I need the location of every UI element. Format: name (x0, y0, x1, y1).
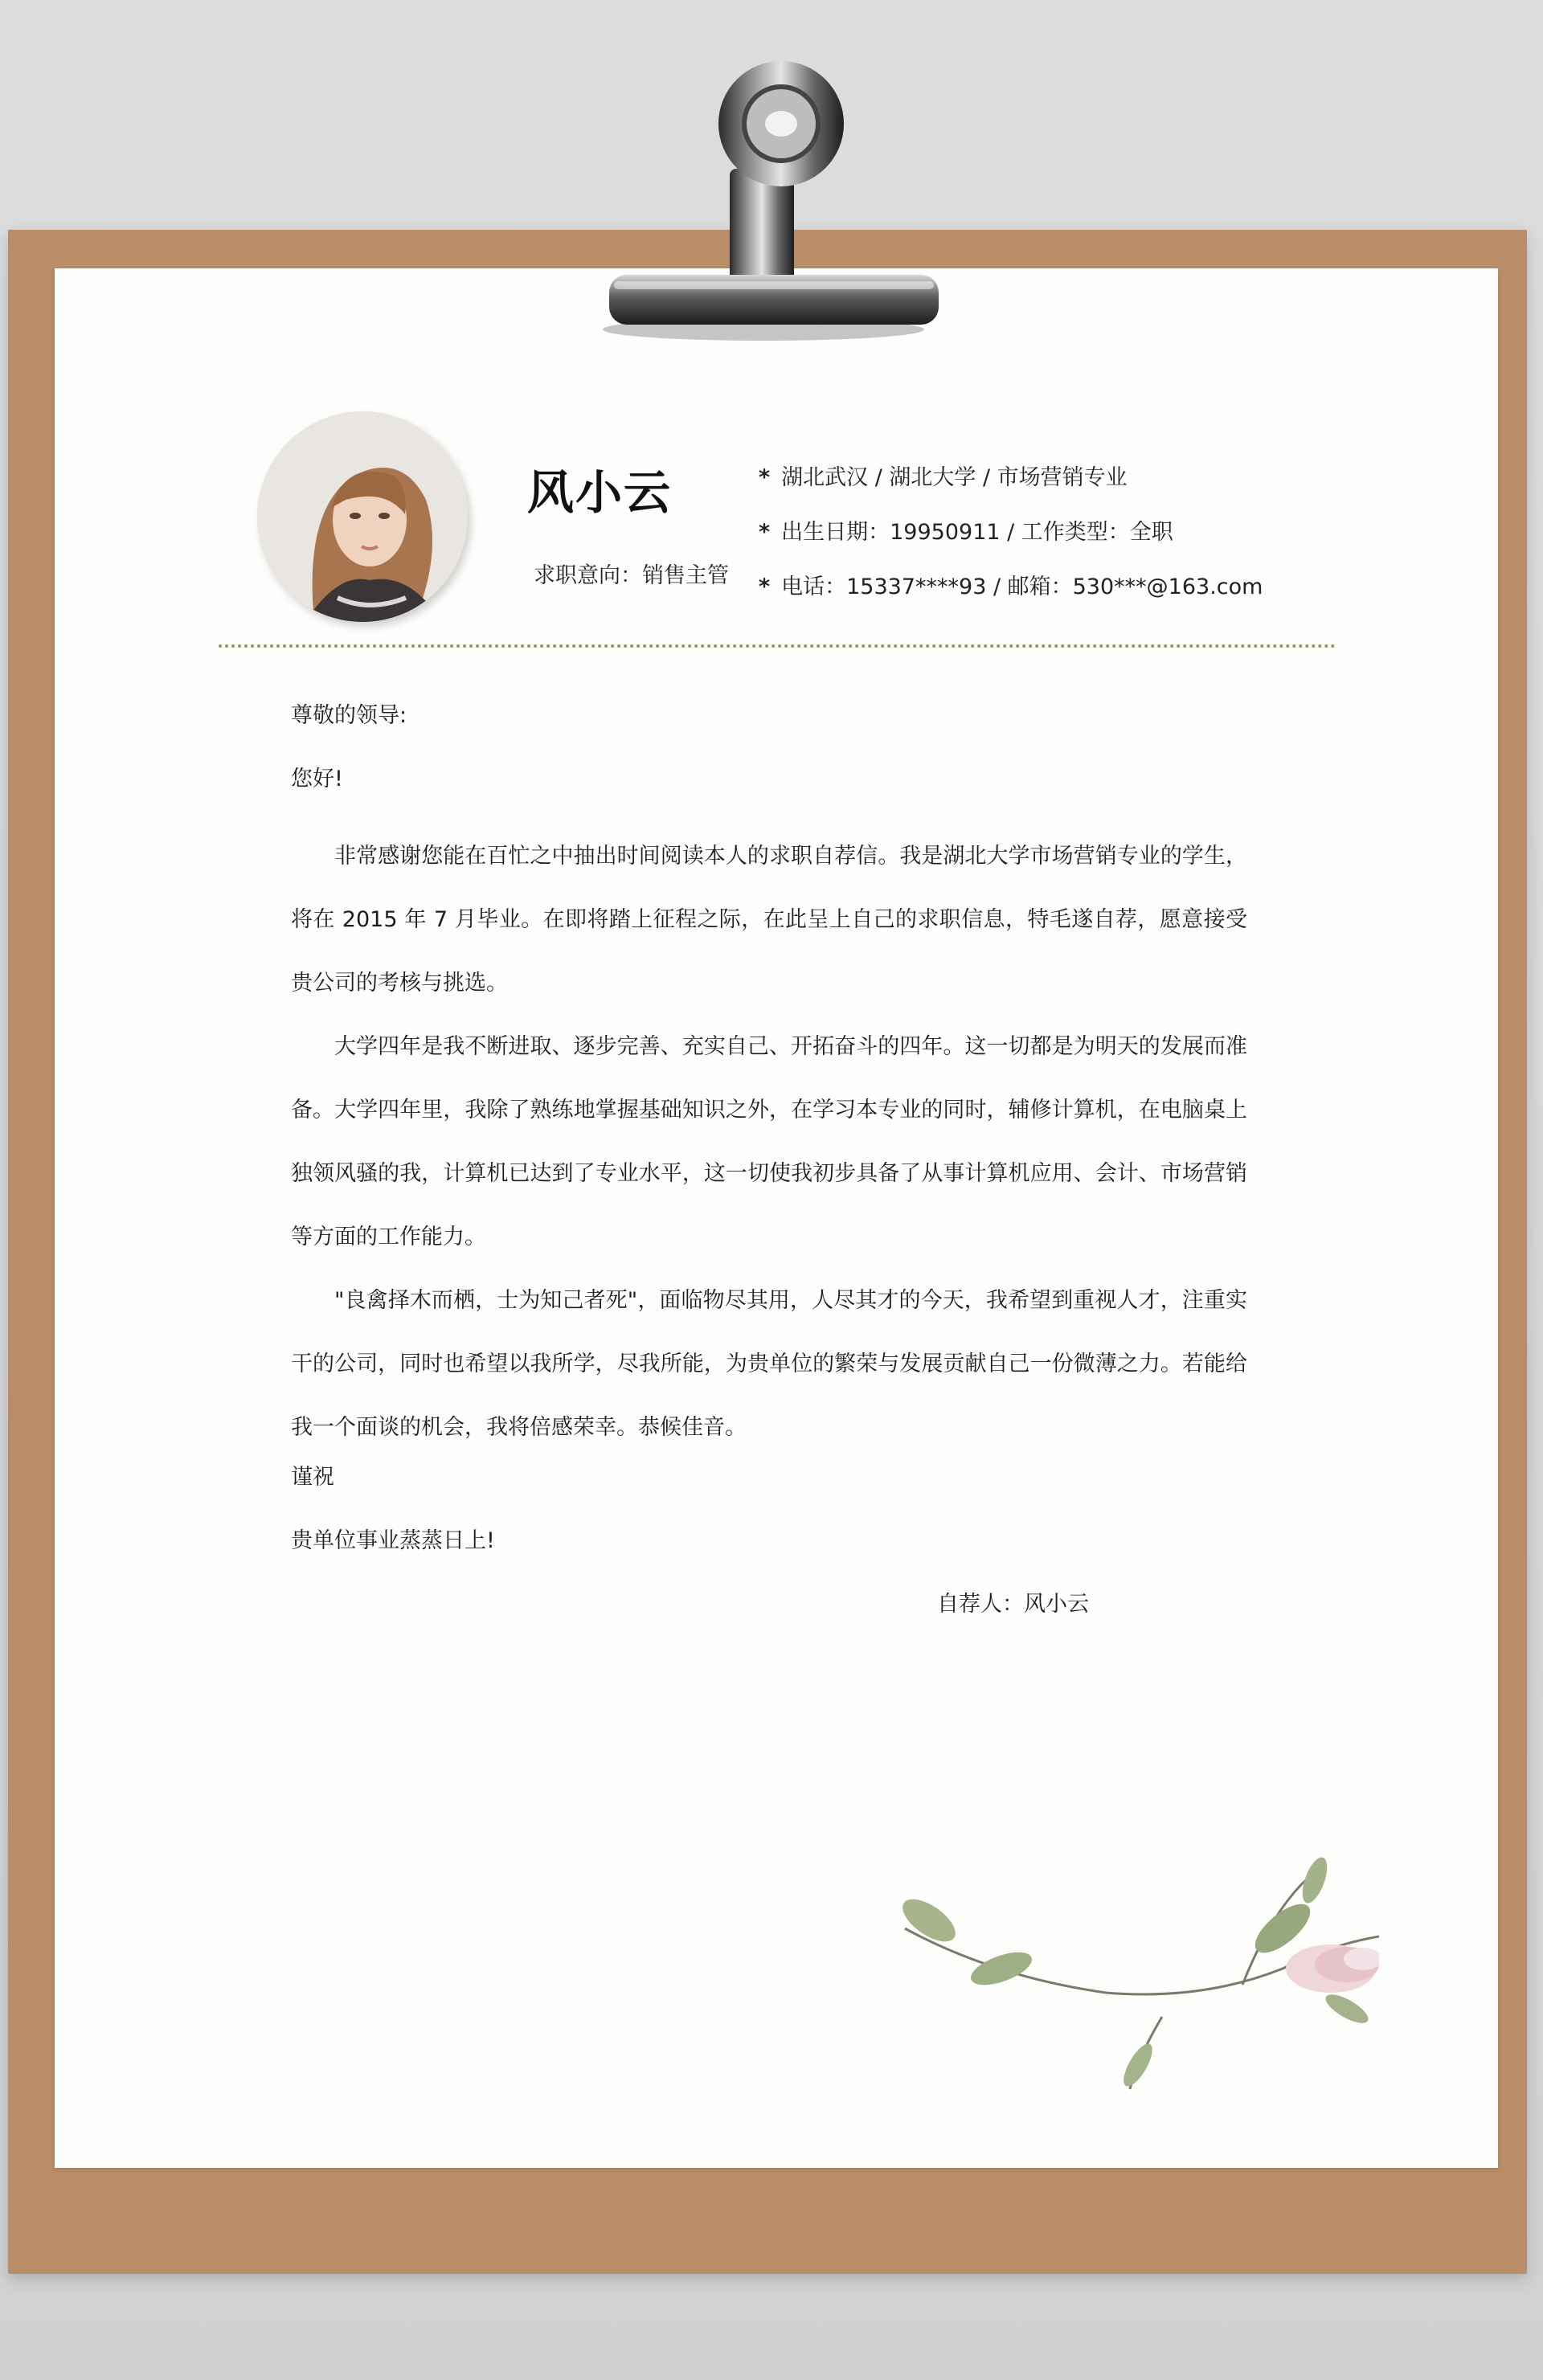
salutation: 尊敬的领导: (291, 703, 407, 728)
info-text: 出生日期：19950911 / 工作类型：全职 (781, 520, 1173, 545)
applicant-name: 风小云 (527, 465, 673, 520)
paragraph-aspiration: "良禽择木而栖，士为知己者死"，面临物尽其用，人尽其才的今天，我希望到重视人才，注重实干的公司，同时也希望以我所学，尽我所能，为贵单位的繁荣与发展贡献自己一份微薄之力。若能给我一个面谈的机会，我将倍感荣幸。恭候佳音。 (291, 1288, 1247, 1440)
info-line-contact (759, 569, 1263, 624)
signature: 自荐人：风小云 (937, 1592, 1089, 1617)
binder-clip-icon (577, 48, 947, 354)
info-text: 湖北武汉 / 湖北大学 / 市场营销专业 (781, 465, 1128, 490)
info-line-birth (759, 514, 1263, 569)
paragraph-university: 大学四年是我不断进取、逐步完善、充实自己、开拓奋斗的四年。这一切都是为明天的发展而准备。大学四年里，我除了熟练地掌握基础知识之外，在学习本专业的同时，辅修计算机，在电脑桌上独领风骚的我，计算机已达到了专业水平，这一切使我初步具备了从事计算机应用、会计、市场营销等方面的工作能力。 (291, 1034, 1247, 1249)
bullet-star-icon: * (759, 575, 771, 599)
cover-letter (291, 697, 1247, 1650)
paragraph-intro: 非常感谢您能在百忙之中抽出时间阅读本人的求职自荐信。我是湖北大学市场营销专业的学生，将在 2015 年 7 月毕业。在即将踏上征程之际，在此呈上自己的求职信息，特毛遂自荐，愿意接受贵公司的考核与挑选。 (291, 844, 1247, 996)
closing-wish: 贵单位事业蒸蒸日上! (291, 1528, 495, 1553)
bullet-star-icon: * (759, 520, 771, 545)
info-line-location (759, 460, 1263, 514)
job-intent (534, 558, 729, 589)
info-text: 电话：15337****93 / 邮箱：530***@163.com (781, 575, 1263, 599)
job-intent-label: 求职意向： (534, 563, 642, 588)
flower-branch-icon (897, 1856, 1379, 2113)
bullet-star-icon: * (759, 465, 771, 490)
contact-info (759, 460, 1263, 624)
avatar (257, 411, 468, 622)
portrait-photo (257, 411, 468, 622)
job-intent-value: 销售主管 (642, 563, 729, 588)
closing: 谨祝 (291, 1465, 334, 1490)
greeting: 您好! (291, 767, 343, 791)
header-divider (219, 644, 1336, 648)
